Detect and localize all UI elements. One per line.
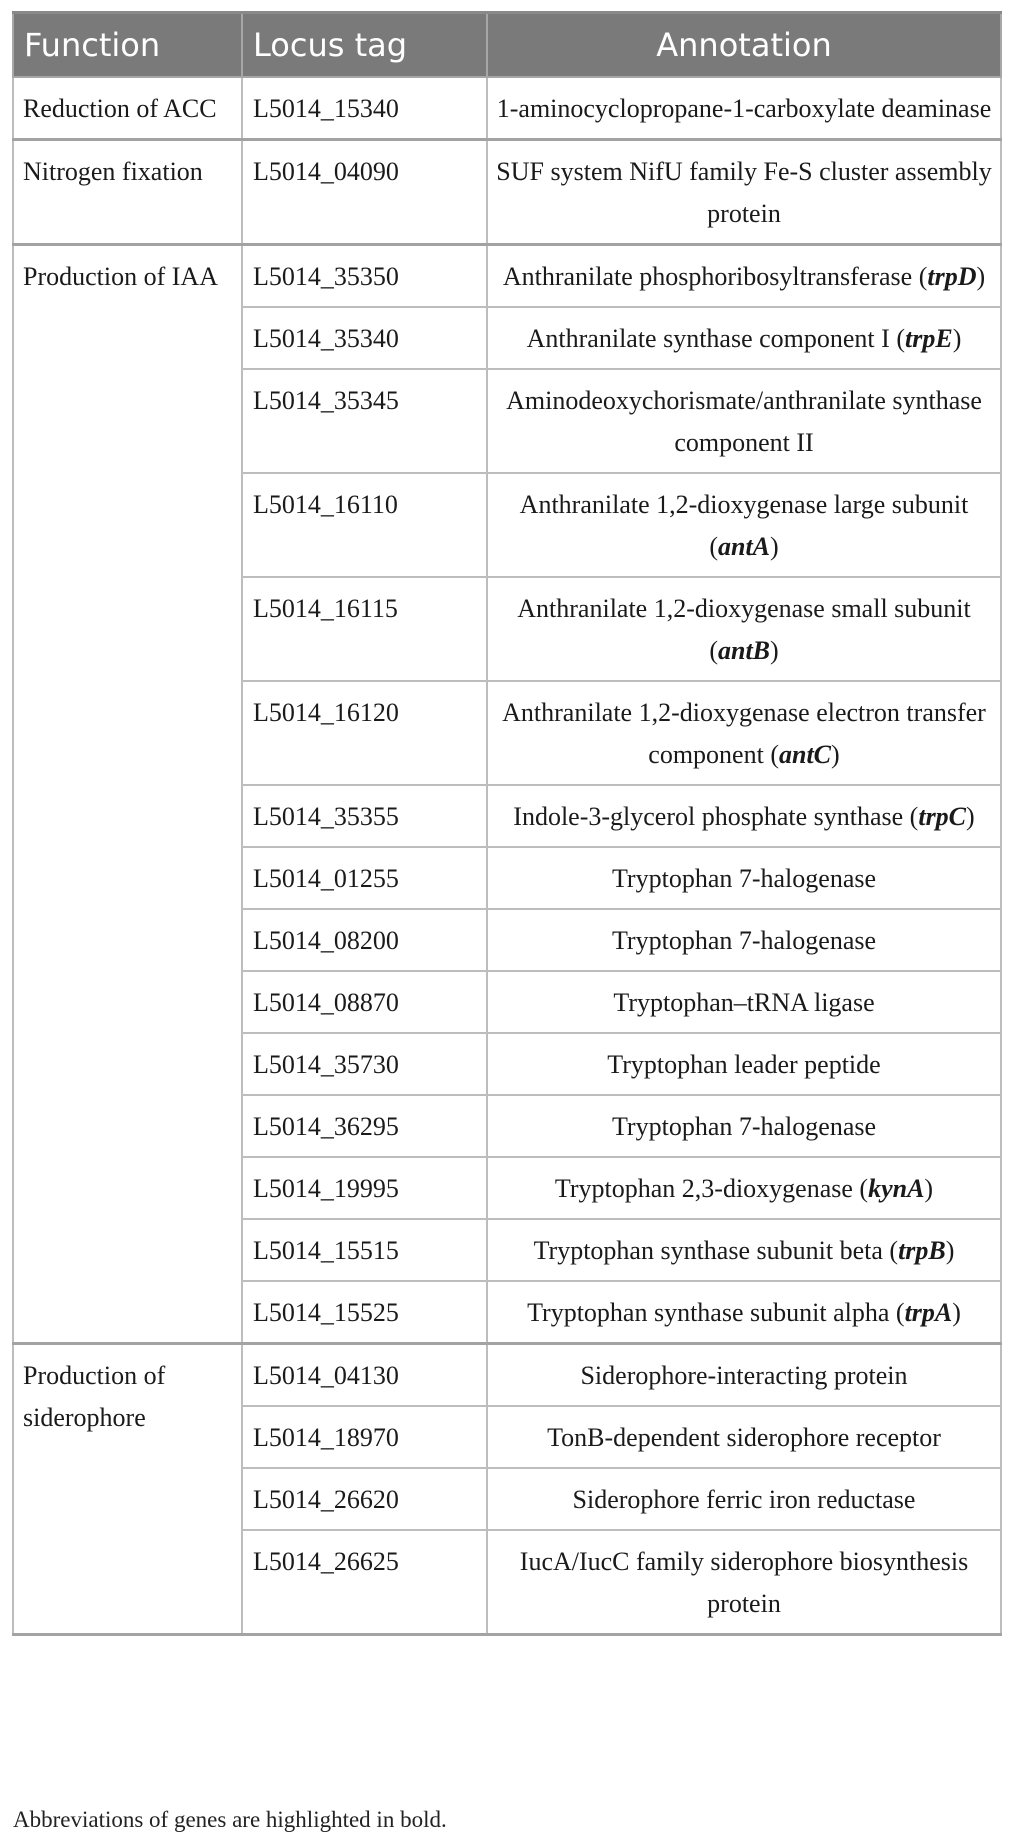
- gene-table-container: [12, 11, 1000, 1636]
- annotation-text: Tryptophan leader peptide: [607, 1050, 881, 1079]
- header-locus-tag: Locus tag: [242, 13, 487, 78]
- locus-tag-cell: L5014_04090: [242, 140, 487, 245]
- locus-tag-cell: L5014_15515: [242, 1219, 487, 1281]
- gene-table: [12, 11, 1002, 1636]
- annotation-text: Tryptophan 7-halogenase: [611, 1112, 877, 1141]
- annotation-text: Indole-3-glycerol phosphate synthase: [513, 802, 904, 831]
- locus-tag-cell: L5014_16115: [242, 577, 487, 681]
- gene-abbreviation: kynA: [868, 1174, 925, 1203]
- locus-tag-cell: L5014_35355: [242, 785, 487, 847]
- locus-tag-cell: L5014_35340: [242, 307, 487, 369]
- annotation-text: Tryptophan 2,3-dioxygenase: [554, 1174, 853, 1203]
- function-cell: Production of IAA: [13, 245, 242, 1344]
- gene-abbreviation: trpE: [905, 324, 953, 353]
- table-header: [13, 13, 1001, 78]
- function-cell: Production of siderophore: [13, 1344, 242, 1635]
- locus-tag-cell: L5014_18970: [242, 1406, 487, 1468]
- table-footnote: Abbreviations of genes are highlighted in bold.: [13, 1807, 447, 1832]
- annotation-cell: [487, 1095, 1001, 1157]
- locus-tag-cell: L5014_16120: [242, 681, 487, 785]
- locus-tag-cell: L5014_35730: [242, 1033, 487, 1095]
- locus-tag-cell: L5014_36295: [242, 1095, 487, 1157]
- annotation-text: Siderophore-interacting protein: [580, 1361, 908, 1390]
- annotation-cell: [487, 369, 1001, 473]
- locus-tag-cell: L5014_35350: [242, 245, 487, 308]
- annotation-text: Anthranilate synthase component I: [526, 324, 890, 353]
- header-function: Function: [13, 13, 242, 78]
- annotation-text: Siderophore ferric iron reductase: [572, 1485, 916, 1514]
- annotation-cell: [487, 1530, 1001, 1635]
- annotation-cell: Tryptophan synthase subunit beta (trpB): [487, 1219, 1001, 1281]
- gene-abbreviation: antA: [717, 532, 771, 561]
- annotation-text: Anthranilate 1,2-dioxygenase large subunit: [519, 490, 969, 519]
- annotation-cell: [487, 1406, 1001, 1468]
- table-row: [13, 1344, 1001, 1407]
- annotation-cell: [487, 1344, 1001, 1407]
- table-row: [13, 140, 1001, 245]
- annotation-text: Anthranilate 1,2-dioxygenase small subunit: [517, 594, 971, 623]
- annotation-text: Anthranilate phosphoribosyltransferase: [502, 262, 913, 291]
- locus-tag-cell: L5014_26625: [242, 1530, 487, 1635]
- gene-abbreviation: trpA: [904, 1298, 953, 1327]
- annotation-text: Tryptophan synthase subunit alpha: [527, 1298, 890, 1327]
- gene-abbreviation: trpC: [918, 802, 967, 831]
- annotation-text: Tryptophan–tRNA ligase: [613, 988, 875, 1017]
- locus-tag-cell: L5014_16110: [242, 473, 487, 577]
- gene-abbreviation: antC: [779, 740, 832, 769]
- annotation-cell: Anthranilate phosphoribosyltransferase (trpD): [487, 245, 1001, 308]
- annotation-cell: Tryptophan synthase subunit alpha (trpA): [487, 1281, 1001, 1344]
- annotation-text: Tryptophan 7-halogenase: [611, 864, 877, 893]
- annotation-text: Aminodeoxychorismate/anthranilate synthase component II: [506, 386, 982, 457]
- annotation-cell: [487, 909, 1001, 971]
- annotation-cell: Anthranilate 1,2-dioxygenase small subunit (antB): [487, 577, 1001, 681]
- annotation-cell: Anthranilate 1,2-dioxygenase large subunit (antA): [487, 473, 1001, 577]
- locus-tag-cell: L5014_19995: [242, 1157, 487, 1219]
- gene-abbreviation: trpB: [898, 1236, 946, 1265]
- locus-tag-cell: L5014_08200: [242, 909, 487, 971]
- header-annotation: Annotation: [487, 13, 1001, 78]
- annotation-text: SUF system NifU family Fe-S cluster assembly protein: [496, 157, 992, 228]
- gene-abbreviation: antB: [717, 636, 771, 665]
- table-row: [13, 245, 1001, 308]
- locus-tag-cell: L5014_04130: [242, 1344, 487, 1407]
- header-row: [13, 13, 1001, 78]
- annotation-cell: Anthranilate synthase component I (trpE): [487, 307, 1001, 369]
- function-cell: Nitrogen fixation: [13, 140, 242, 245]
- locus-tag-cell: L5014_15340: [242, 77, 487, 140]
- locus-tag-cell: L5014_01255: [242, 847, 487, 909]
- annotation-text: TonB-dependent siderophore receptor: [547, 1423, 941, 1452]
- annotation-cell: Anthranilate 1,2-dioxygenase electron transfer component (antC): [487, 681, 1001, 785]
- function-cell: Reduction of ACC: [13, 77, 242, 140]
- annotation-text: Tryptophan synthase subunit beta: [533, 1236, 883, 1265]
- annotation-cell: [487, 1033, 1001, 1095]
- annotation-cell: [487, 847, 1001, 909]
- locus-tag-cell: L5014_26620: [242, 1468, 487, 1530]
- annotation-text: IucA/IucC family siderophore biosynthesis protein: [519, 1547, 969, 1618]
- annotation-cell: Indole-3-glycerol phosphate synthase (trpC): [487, 785, 1001, 847]
- annotation-cell: Tryptophan 2,3-dioxygenase (kynA): [487, 1157, 1001, 1219]
- locus-tag-cell: L5014_08870: [242, 971, 487, 1033]
- locus-tag-cell: L5014_15525: [242, 1281, 487, 1344]
- annotation-cell: [487, 77, 1001, 140]
- annotation-cell: [487, 1468, 1001, 1530]
- table-row: [13, 77, 1001, 140]
- gene-abbreviation: trpD: [927, 262, 977, 291]
- table-body: [13, 77, 1001, 1635]
- annotation-cell: [487, 140, 1001, 245]
- annotation-text: Anthranilate 1,2-dioxygenase electron transfer component: [502, 698, 986, 769]
- locus-tag-cell: L5014_35345: [242, 369, 487, 473]
- annotation-text: 1-aminocyclopropane-1-carboxylate deaminase: [496, 94, 992, 123]
- annotation-text: Tryptophan 7-halogenase: [611, 926, 877, 955]
- annotation-cell: [487, 971, 1001, 1033]
